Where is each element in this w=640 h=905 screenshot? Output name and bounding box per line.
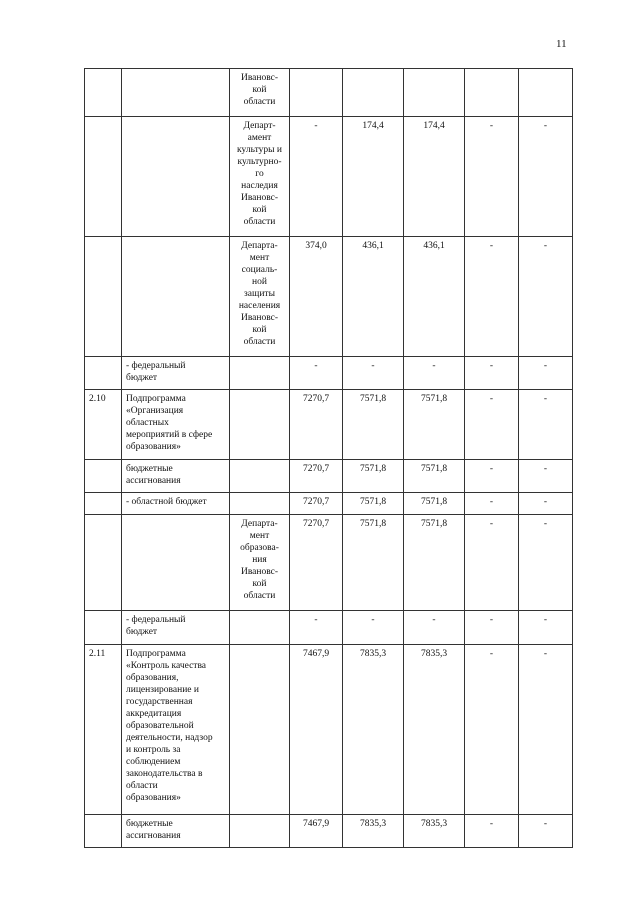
value-cell-5: - bbox=[519, 357, 573, 390]
value-cell-5: - bbox=[519, 117, 573, 237]
department-cell bbox=[230, 645, 290, 815]
value-cell-4: - bbox=[465, 815, 519, 848]
table-row bbox=[85, 515, 573, 611]
item-name-cell bbox=[122, 117, 230, 237]
value-cell-3: 7571,8 bbox=[404, 390, 465, 460]
table-row bbox=[85, 460, 573, 493]
value-cell-1: 7270,7 bbox=[290, 390, 343, 460]
value-cell-2: 436,1 bbox=[343, 237, 404, 357]
item-name-cell: - федеральный бюджет bbox=[122, 611, 230, 645]
department-cell: Департ- амент культуры и культурно- го наследия Ивановс- кой области bbox=[230, 117, 290, 237]
value-cell-2 bbox=[343, 69, 404, 117]
item-name-cell: Подпрограмма «Контроль качества образования, лицензирование и государственная аккредитация образовательной деятельности, надзор и контроль за соблюдением законодательства в области образования» bbox=[122, 645, 230, 815]
value-cell-1: - bbox=[290, 117, 343, 237]
value-cell-2: 7571,8 bbox=[343, 460, 404, 493]
value-cell-5: - bbox=[519, 460, 573, 493]
value-cell-1 bbox=[290, 69, 343, 117]
row-number-cell bbox=[85, 515, 122, 611]
department-cell bbox=[230, 390, 290, 460]
value-cell-2: 7835,3 bbox=[343, 815, 404, 848]
value-cell-3: 436,1 bbox=[404, 237, 465, 357]
value-cell-3: 7571,8 bbox=[404, 493, 465, 515]
department-cell bbox=[230, 493, 290, 515]
row-number-cell: 2.11 bbox=[85, 645, 122, 815]
table-row bbox=[85, 390, 573, 460]
value-cell-1: 7467,9 bbox=[290, 815, 343, 848]
value-cell-3: - bbox=[404, 611, 465, 645]
budget-table bbox=[84, 68, 573, 848]
item-name-cell bbox=[122, 237, 230, 357]
value-cell-5: - bbox=[519, 645, 573, 815]
value-cell-2: 7571,8 bbox=[343, 515, 404, 611]
value-cell-4: - bbox=[465, 117, 519, 237]
value-cell-2: - bbox=[343, 357, 404, 390]
value-cell-1: 7467,9 bbox=[290, 645, 343, 815]
table-row bbox=[85, 645, 573, 815]
row-number-cell bbox=[85, 357, 122, 390]
value-cell-1: - bbox=[290, 357, 343, 390]
row-number-cell bbox=[85, 237, 122, 357]
row-number-cell bbox=[85, 460, 122, 493]
value-cell-5 bbox=[519, 69, 573, 117]
value-cell-3: 7571,8 bbox=[404, 460, 465, 493]
value-cell-4: - bbox=[465, 460, 519, 493]
value-cell-2: 7571,8 bbox=[343, 390, 404, 460]
value-cell-3: - bbox=[404, 357, 465, 390]
item-name-cell: - областной бюджет bbox=[122, 493, 230, 515]
value-cell-2: 7571,8 bbox=[343, 493, 404, 515]
value-cell-1: 7270,7 bbox=[290, 493, 343, 515]
row-number-cell bbox=[85, 69, 122, 117]
value-cell-5: - bbox=[519, 493, 573, 515]
value-cell-3: 7571,8 bbox=[404, 515, 465, 611]
value-cell-4: - bbox=[465, 645, 519, 815]
value-cell-2: 174,4 bbox=[343, 117, 404, 237]
page-number: 11 bbox=[556, 38, 567, 50]
value-cell-1: 374,0 bbox=[290, 237, 343, 357]
item-name-cell bbox=[122, 515, 230, 611]
value-cell-4: - bbox=[465, 611, 519, 645]
value-cell-5: - bbox=[519, 390, 573, 460]
item-name-cell: Подпрограмма «Организация областных мероприятий в сфере образования» bbox=[122, 390, 230, 460]
table-row bbox=[85, 357, 573, 390]
table-row bbox=[85, 69, 573, 117]
department-cell: Департа- мент социаль- ной защиты населения Ивановс- кой области bbox=[230, 237, 290, 357]
table-row bbox=[85, 237, 573, 357]
value-cell-3: 7835,3 bbox=[404, 645, 465, 815]
value-cell-4: - bbox=[465, 493, 519, 515]
value-cell-4 bbox=[465, 69, 519, 117]
row-number-cell bbox=[85, 611, 122, 645]
value-cell-2: 7835,3 bbox=[343, 645, 404, 815]
item-name-cell bbox=[122, 69, 230, 117]
department-cell bbox=[230, 815, 290, 848]
department-cell: Департа- мент образова- ния Ивановс- кой области bbox=[230, 515, 290, 611]
value-cell-4: - bbox=[465, 515, 519, 611]
value-cell-5: - bbox=[519, 815, 573, 848]
row-number-cell bbox=[85, 117, 122, 237]
value-cell-3: 174,4 bbox=[404, 117, 465, 237]
table-body bbox=[85, 69, 573, 848]
department-cell bbox=[230, 460, 290, 493]
value-cell-1: 7270,7 bbox=[290, 515, 343, 611]
value-cell-3 bbox=[404, 69, 465, 117]
table-row bbox=[85, 117, 573, 237]
value-cell-5: - bbox=[519, 515, 573, 611]
value-cell-3: 7835,3 bbox=[404, 815, 465, 848]
item-name-cell: бюджетные ассигнования bbox=[122, 815, 230, 848]
table-row bbox=[85, 815, 573, 848]
table-row bbox=[85, 611, 573, 645]
value-cell-4: - bbox=[465, 357, 519, 390]
value-cell-4: - bbox=[465, 390, 519, 460]
item-name-cell: - федеральный бюджет bbox=[122, 357, 230, 390]
department-cell bbox=[230, 611, 290, 645]
value-cell-5: - bbox=[519, 237, 573, 357]
row-number-cell: 2.10 bbox=[85, 390, 122, 460]
table-row bbox=[85, 493, 573, 515]
value-cell-1: 7270,7 bbox=[290, 460, 343, 493]
row-number-cell bbox=[85, 815, 122, 848]
department-cell bbox=[230, 357, 290, 390]
value-cell-2: - bbox=[343, 611, 404, 645]
department-cell: Ивановс- кой области bbox=[230, 69, 290, 117]
value-cell-4: - bbox=[465, 237, 519, 357]
value-cell-1: - bbox=[290, 611, 343, 645]
row-number-cell bbox=[85, 493, 122, 515]
item-name-cell: бюджетные ассигнования bbox=[122, 460, 230, 493]
value-cell-5: - bbox=[519, 611, 573, 645]
